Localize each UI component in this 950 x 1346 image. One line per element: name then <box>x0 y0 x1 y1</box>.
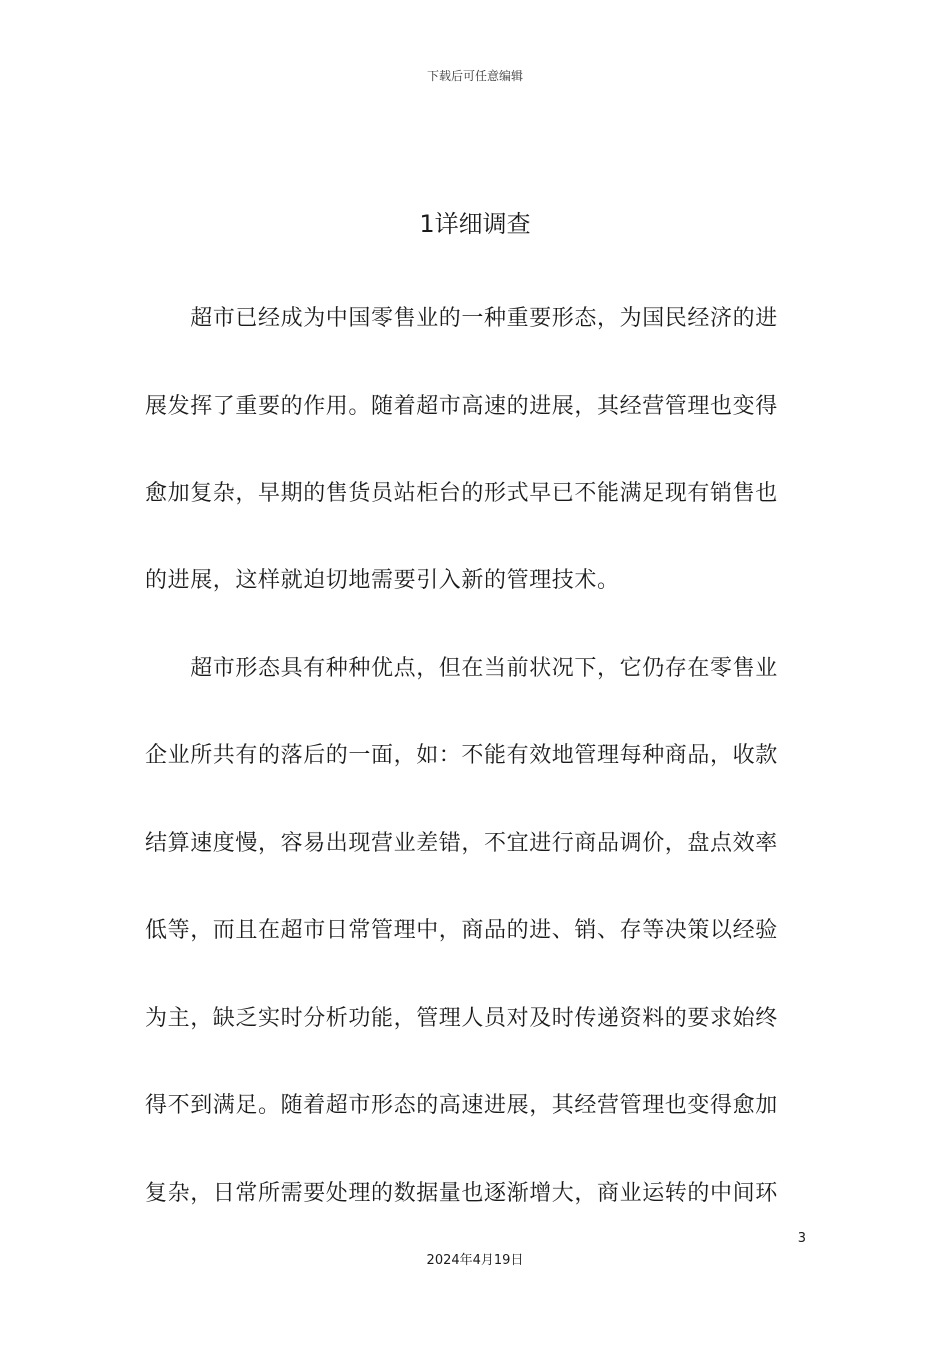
page-number: 3 <box>797 1231 806 1246</box>
body-line-10: 得不到满足。随着超市形态的高速进展，其经营管理也变得愈加 <box>145 1093 778 1118</box>
body-line-4: 的进展，这样就迫切地需要引入新的管理技术。 <box>145 568 620 593</box>
body-line-11: 复杂，日常所需要处理的数据量也逐渐增大，商业运转的中间环 <box>145 1181 778 1206</box>
body-line-5: 超市形态具有种种优点，但在当前状况下，它仍存在零售业 <box>145 656 778 681</box>
body-line-3: 愈加复杂，早期的售货员站柜台的形式早已不能满足现有销售也 <box>145 481 778 506</box>
footer-date: 2024年4月19日 <box>426 1253 524 1268</box>
header-note: 下载后可任意编辑 <box>426 69 523 83</box>
body-line-9: 为主，缺乏实时分析功能，管理人员对及时传递资料的要求始终 <box>145 1006 778 1031</box>
body-line-7: 结算速度慢，容易出现营业差错，不宜进行商品调价，盘点效率 <box>145 831 778 856</box>
body-line-1: 超市已经成为中国零售业的一种重要形态，为国民经济的进 <box>145 306 778 331</box>
section-title: 1详细调查 <box>419 210 531 238</box>
body-line-6: 企业所共有的落后的一面，如：不能有效地管理每种商品，收款 <box>145 743 778 768</box>
body-line-2: 展发挥了重要的作用。随着超市高速的进展，其经营管理也变得 <box>145 394 778 419</box>
body-line-8: 低等，而且在超市日常管理中，商品的进、销、存等决策以经验 <box>145 918 778 943</box>
